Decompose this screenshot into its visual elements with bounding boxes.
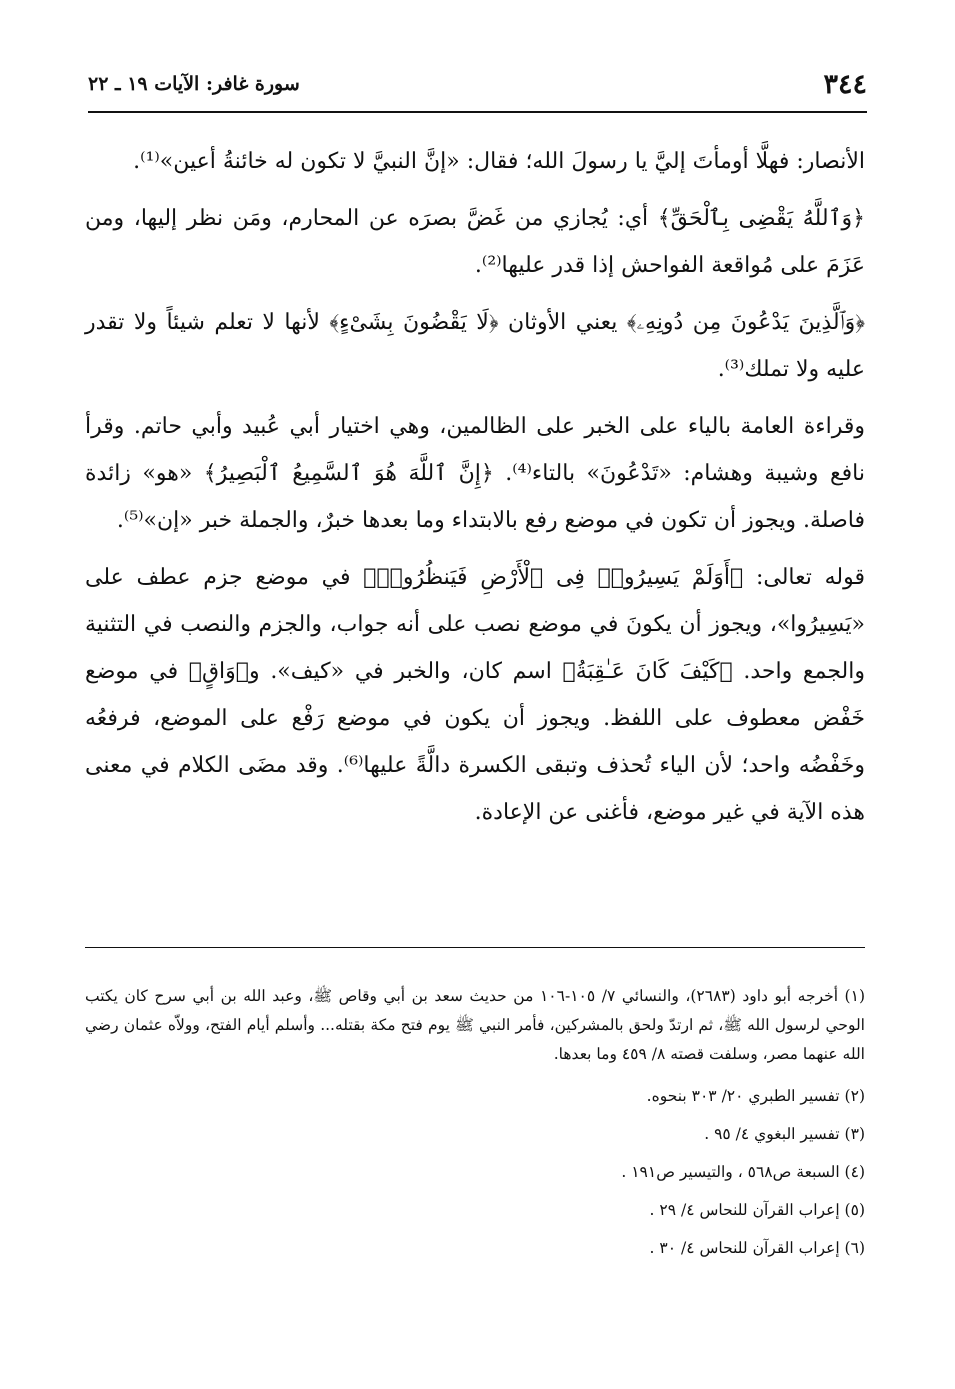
footnotes [85,982,865,1267]
paragraph: وقراءة العامة بالياء على الخبر على الظالمين، وهي اختيار أبي عُبيد وأبي حاتم. وقرأ نافع وشيبة وهشام: «تَدْعُونَ» بالتاء⁽⁴⁾. ﴿إِنَّ ٱللَّهَ هُوَ ٱلسَّمِيعُ ٱلْبَصِيرُ﴾ «هو» زائدة فاصلة. ويجوز أن تكون في موضع رفع بالابتداء وما بعدها خبرٌ، والجملة خبر «إن»⁽⁵⁾. [85,414,865,533]
running-title: سورة غافر: الآيات ١٩ ـ ٢٢ [88,73,300,95]
footnote-item: (١) أخرجه أبو داود (٢٦٨٣)، والنسائي ٧/ ١٠٥-١٠٦ من حديث سعد بن أبي وقاص ﷺ، وعبد الله بن أبي سرح كان يكتب الوحي لرسول الله ﷺ، ثم ارتدّ ولحق بالمشركين، فأمر النبي ﷺ يوم فتح مكة بقتله... وأسلم أيام الفتح، وولاّه عثمان رضي الله عنهما مصر، وسلفت قصته ٨/ ٤٥٩ وما بعدها. [85,987,865,1063]
page-header [88,62,867,106]
paragraph: الأنصار: فهلَّا أومأتَ إليَّ يا رسولَ الله؛ فقال: «إنَّ النبيَّ لا تكون له خائنةُ أعين»⁽¹⁾. [133,149,865,174]
footnote-item: (٦) إعراب القرآن للنحاس ٤/ ٣٠ . [649,1239,865,1257]
paragraph: قوله تعالى: ﴿أَوَلَمْ يَسِيرُوا۟ فِى ٱلْأَرْضِ فَيَنظُرُوا۟﴾ في موضع جزم عطف على «يَسِيرُوا»، ويجوز أن يكونَ في موضع نصب على أنه جواب، والجزم والنصب في التثنية والجمع واحد. ﴿كَيْفَ كَانَ عَـٰقِبَةُ﴾ اسم كان، والخبر في «كيف». و﴿وَاقٍ﴾ في موضع خَفْض معطوف على اللفظ. ويجوز أن يكون في موضع رَفْع على الموضع، فرفعُه وخَفْضُه واحد؛ لأن الياء تُحذف وتبقى الكسرة دالَّةً عليها⁽⁶⁾. وقد مضَى الكلام في معنى هذه الآية في غير موضع، فأغنى عن الإعادة. [85,565,865,825]
main-text [85,138,865,846]
paragraph: ﴿وَٱللَّهُ يَقْضِى بِٱلْحَقِّ﴾ أي: يُجازي من غَضَّ بصرَه عن المحارم، ومَن نظر إليها، ومن عَزَمَ على مُواقعة الفواحش إذا قدر عليها⁽²⁾. [85,206,865,278]
footnote-item: (٤) السبعة ص٥٦٨ ، والتيسير ص١٩١ . [621,1163,865,1181]
footnote-divider [85,947,865,948]
paragraph: ﴿وَٱلَّذِينَ يَدْعُونَ مِن دُونِهِۦ﴾ يعني الأوثان ﴿لَا يَقْضُونَ بِشَىْءٍ﴾ لأنها لا تعلم شيئاً ولا تقدر عليه ولا تملك⁽³⁾. [85,310,865,382]
footnote-item: (٥) إعراب القرآن للنحاس ٤/ ٢٩ . [649,1201,865,1219]
header-divider [88,111,867,113]
footnote-item: (٣) تفسير البغوي ٤/ ٩٥ . [704,1125,865,1143]
footnote-item: (٢) تفسير الطبري ٢٠/ ٣٠٣ بنحوه. [646,1087,865,1105]
page-number: ٣٤٤ [823,68,867,100]
